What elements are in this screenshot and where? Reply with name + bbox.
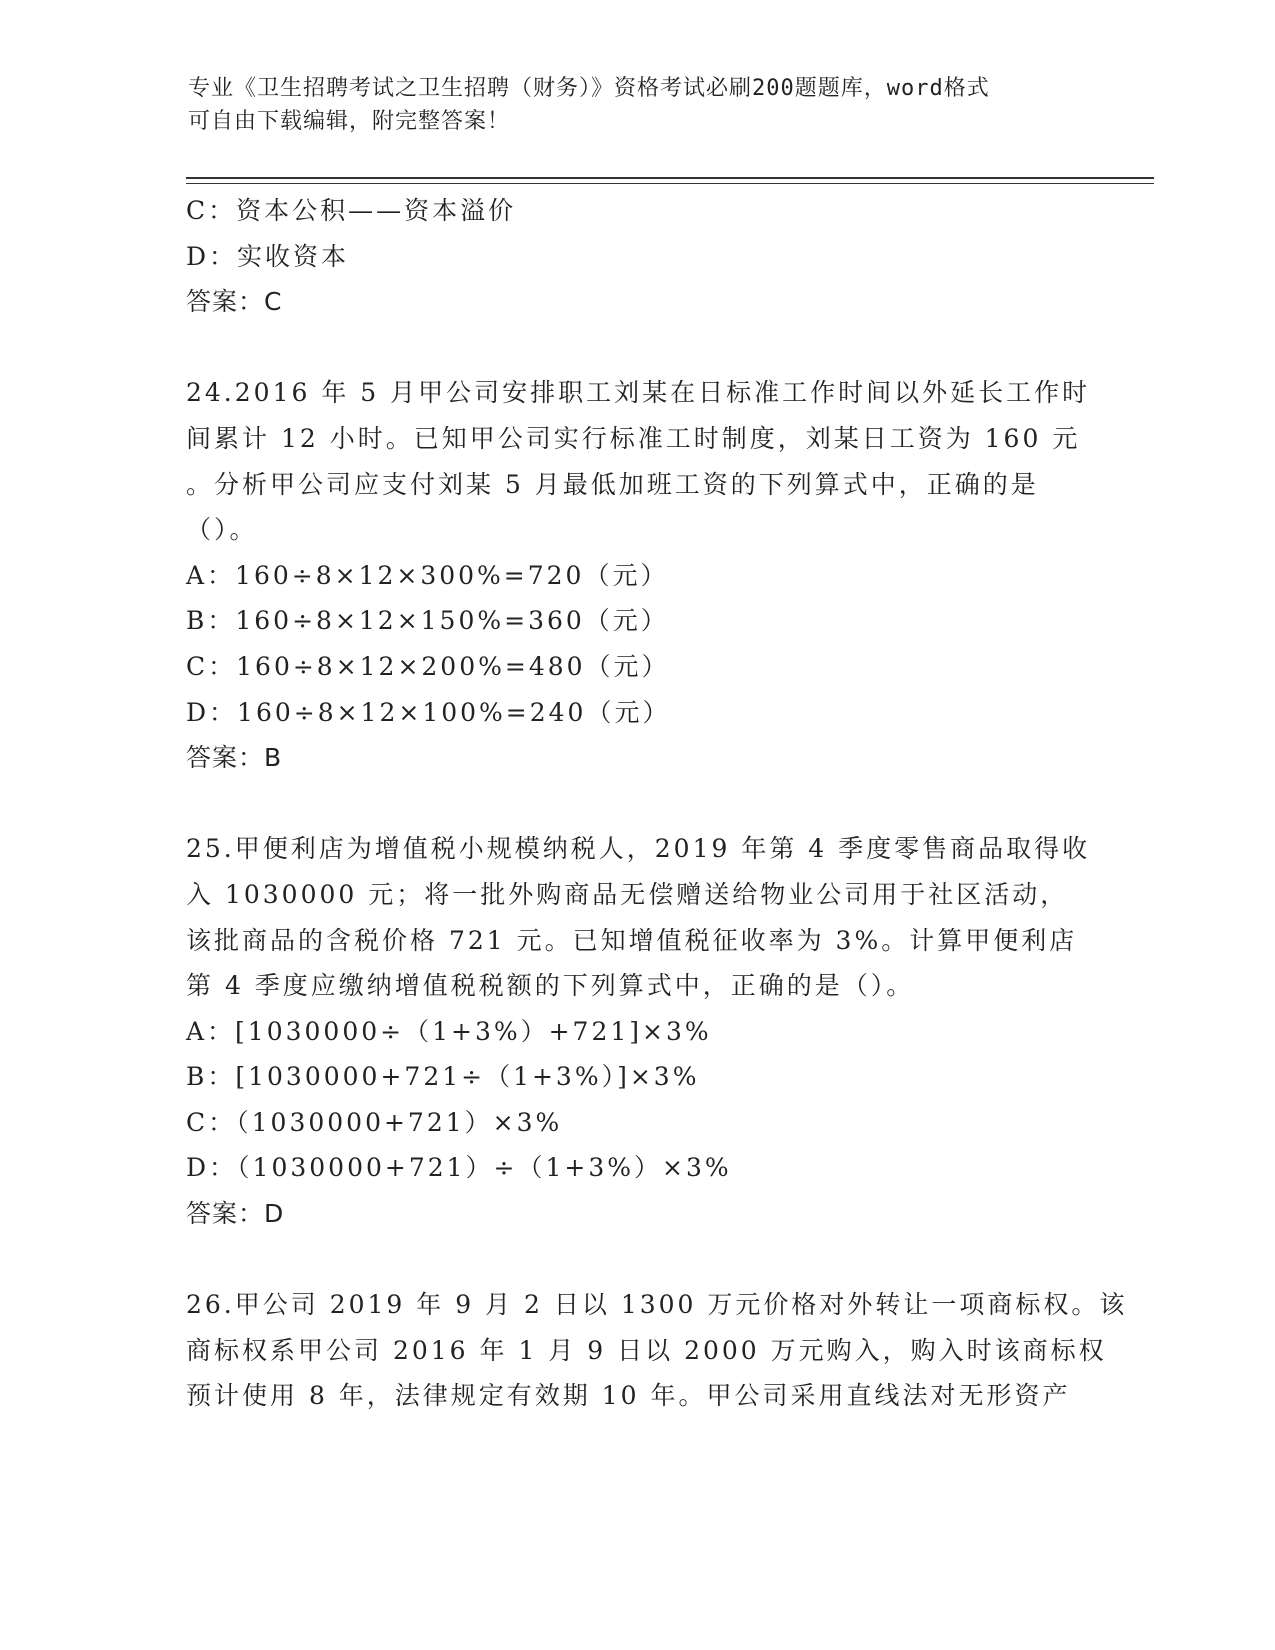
option-a: A：[1030000÷（1+3%）+721]×3% bbox=[186, 1016, 712, 1046]
answer-line: 答案：D bbox=[186, 1199, 285, 1229]
option-c: C：（1030000+721）×3% bbox=[186, 1107, 563, 1137]
question-stem-line: 商标权系甲公司 2016 年 1 月 9 日以 2000 万元购入，购入时该商标权 bbox=[186, 1335, 1107, 1365]
header-line-1: 专业《卫生招聘考试之卫生招聘（财务）》资格考试必刷200题题库，word格式 bbox=[188, 76, 990, 101]
question-stem-line: （）。 bbox=[186, 515, 258, 545]
header-rule-thick bbox=[186, 177, 1154, 179]
question-stem-line: 26.甲公司 2019 年 9 月 2 日以 1300 万元价格对外转让一项商标权。该 bbox=[186, 1290, 1128, 1320]
answer-line: 答案：B bbox=[186, 743, 283, 773]
spacer bbox=[186, 1237, 1086, 1283]
question-stem-line: 入 1030000 元；将一批外购商品无偿赠送给物业公司用于社区活动， bbox=[186, 879, 1069, 909]
header-line-2: 可自由下载编辑，附完整答案！ bbox=[188, 109, 511, 134]
question-stem-line: 24.2016 年 5 月甲公司安排职工刘某在日标准工作时间以外延长工作时 bbox=[186, 378, 1091, 408]
question-24 bbox=[186, 370, 1091, 780]
question-26 bbox=[186, 1282, 1128, 1419]
question-stem-line: 间累计 12 小时。已知甲公司实行标准工时制度，刘某日工资为 160 元 bbox=[186, 423, 1081, 453]
header-rule-thin bbox=[186, 183, 1154, 184]
question-stem-line: 该批商品的含税价格 721 元。已知增值税征收率为 3%。计算甲便利店 bbox=[186, 925, 1078, 955]
option-d: D：160÷8×12×100%=240（元） bbox=[186, 697, 671, 727]
option-b: B：160÷8×12×150%=360（元） bbox=[186, 606, 669, 636]
option-d: D：（1030000+721）÷（1+3%）×3% bbox=[186, 1153, 732, 1183]
document-header bbox=[188, 72, 1068, 138]
question-stem-line: 第 4 季度应缴纳增值税税额的下列算式中，正确的是（）。 bbox=[186, 971, 915, 1001]
spacer bbox=[186, 325, 1086, 371]
question-stem-line: 。分析甲公司应支付刘某 5 月最低加班工资的下列算式中，正确的是 bbox=[186, 469, 1039, 499]
document-body bbox=[186, 188, 1128, 1419]
answer-line: 答案：C bbox=[186, 287, 283, 317]
question-stem-line: 预计使用 8 年，法律规定有效期 10 年。甲公司采用直线法对无形资产 bbox=[186, 1381, 1071, 1411]
question-25 bbox=[186, 826, 1091, 1236]
question-stem-line: 25.甲便利店为增值税小规模纳税人，2019 年第 4 季度零售商品取得收 bbox=[186, 834, 1091, 864]
option-c: C：160÷8×12×200%=480（元） bbox=[186, 651, 670, 681]
option-a: A：160÷8×12×300%=720（元） bbox=[186, 560, 669, 590]
spacer bbox=[186, 781, 1086, 827]
option-d: D：实收资本 bbox=[186, 241, 350, 271]
option-c: C：资本公积——资本溢价 bbox=[186, 196, 517, 225]
option-b: B：[1030000+721÷（1+3%）]×3% bbox=[186, 1062, 700, 1092]
